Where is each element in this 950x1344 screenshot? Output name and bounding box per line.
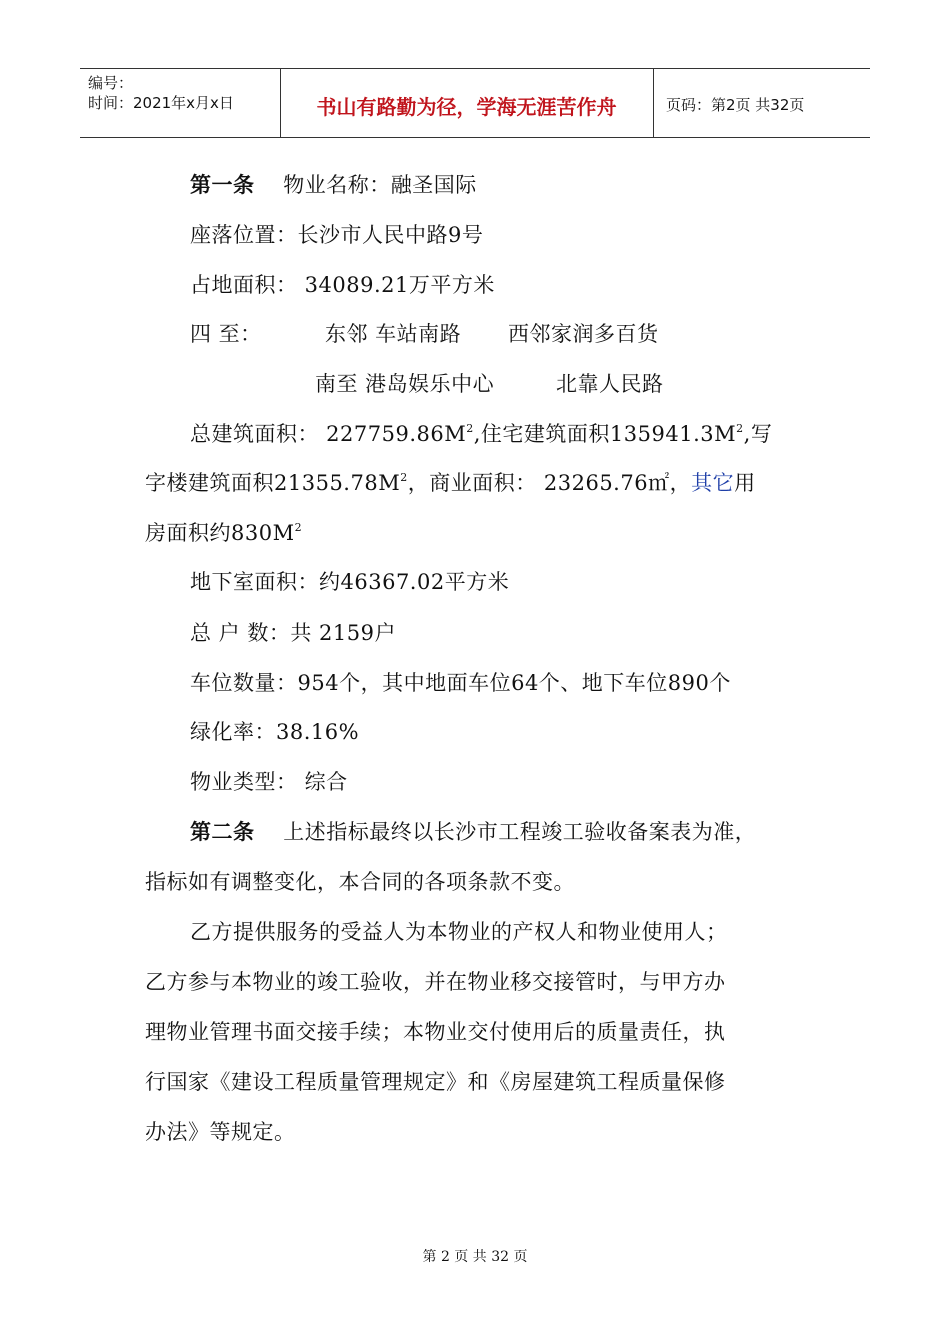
- article-1-label: 第一条: [190, 173, 255, 197]
- residential-area: ,住宅建筑面积135941.3M: [473, 422, 737, 446]
- superscript: 2: [466, 422, 474, 435]
- parking-line: 车位数量：954个，其中地面车位64个、地下车位890个: [190, 671, 731, 695]
- text-fragment: 用: [734, 471, 756, 495]
- highlighted-text: 其它: [691, 471, 735, 495]
- page-header: [80, 68, 870, 138]
- property-name: 物业名称：融圣国际: [283, 173, 477, 197]
- office-area-line: [145, 468, 756, 498]
- article-2-label: 第二条: [190, 820, 255, 844]
- document-number-label: 编号：: [88, 74, 134, 92]
- article-2-line-2: 指标如有调整变化，本合同的各项条款不变。: [145, 870, 575, 894]
- location-line: 座落位置：长沙市人民中路9号: [190, 223, 484, 247]
- boundary-east: 东邻 车站南路: [325, 322, 462, 346]
- header-page-info: 页码：第2页 共32页: [666, 96, 805, 114]
- paragraph-line: 行国家《建设工程质量管理规定》和《房屋建筑工程质量保修: [145, 1070, 726, 1094]
- paragraph-line: 乙方提供服务的受益人为本物业的产权人和物业使用人；: [190, 920, 728, 944]
- boundary-west: 西邻家润多百货: [508, 322, 659, 346]
- office-area: 字楼建筑面积21355.78M: [145, 471, 401, 495]
- header-motto-cell: [280, 69, 654, 137]
- other-area-line: [145, 518, 302, 548]
- header-meta-cell: [80, 69, 281, 137]
- text-fragment: ,写: [743, 422, 773, 446]
- land-area-line: 占地面积： 34089.21万平方米: [190, 273, 495, 297]
- superscript: 2: [294, 521, 303, 534]
- boundary-north: 北靠人民路: [556, 372, 664, 396]
- total-building-area: 总建筑面积： 227759.86M: [190, 422, 467, 446]
- superscript: 2: [736, 422, 744, 435]
- article-1-line: [190, 170, 477, 200]
- page-footer: 第 2 页 共 32 页: [422, 1249, 528, 1265]
- article-2-line: [190, 817, 756, 847]
- households-line: 总 户 数：共 2159户: [190, 621, 396, 645]
- boundary-south: 南至 港岛娱乐中心: [315, 372, 495, 396]
- commercial-area: ，商业面积： 23265.76㎡，: [407, 471, 692, 495]
- property-type-line: 物业类型： 综合: [190, 770, 348, 794]
- greening-line: 绿化率：38.16%: [190, 720, 360, 744]
- article-2-text: 上述指标最终以长沙市工程竣工验收备案表为准，: [283, 820, 757, 844]
- boundary-label: 四 至：: [190, 322, 262, 346]
- header-page-cell: [654, 69, 870, 137]
- superscript: 2: [400, 471, 408, 484]
- header-motto: 书山有路勤为径，学海无涯苦作舟: [316, 95, 617, 119]
- total-area-line: [190, 419, 772, 449]
- other-area: 房面积约830M: [145, 521, 295, 545]
- paragraph-line: 理物业管理书面交接手续；本物业交付使用后的质量责任，执: [145, 1020, 726, 1044]
- paragraph-line: 办法》等规定。: [145, 1120, 296, 1144]
- basement-area-line: 地下室面积：约46367.02平方米: [190, 570, 510, 594]
- paragraph-line: 乙方参与本物业的竣工验收，并在物业移交接管时，与甲方办: [145, 970, 726, 994]
- boundary-line: [190, 319, 262, 349]
- document-date: 时间：2021年x月x日: [88, 94, 234, 112]
